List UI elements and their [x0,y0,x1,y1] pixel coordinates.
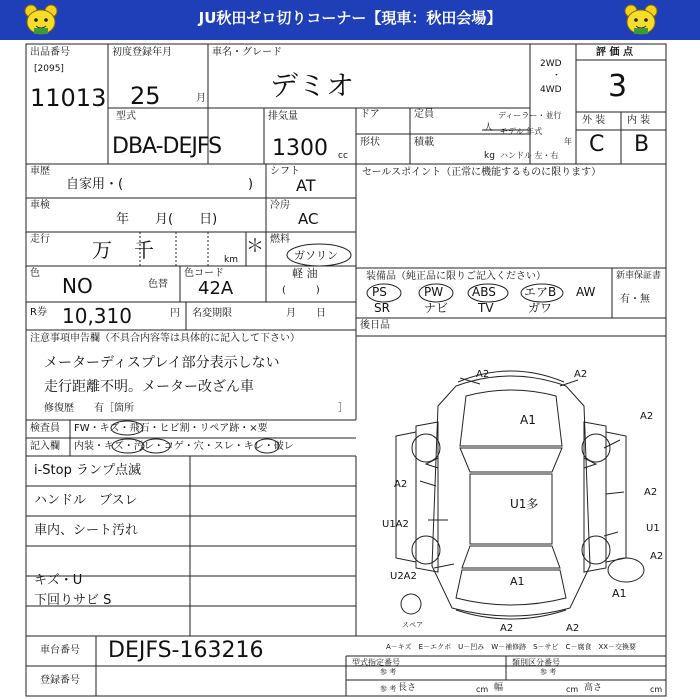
fuel-light-oil: 軽 油 [292,267,318,280]
mark-a2-front-right: A2 [574,369,588,380]
mark-a1-rear-right: A1 [612,587,627,600]
handle-side: ハンドル 左・右 [500,151,559,160]
first-reg-label: 初度登録年月 [112,47,172,58]
notes-line-1: メーターディスプレイ部分表示しない [44,355,280,371]
mileage-sen: 千 [134,238,154,262]
damage-legend: A－キズ E－エクボ U－凹み W－補修跡 S－サビ C－腐食 XX－交換要 [386,643,637,651]
equip-navi: ナビ [424,301,449,315]
repair-label: 修復歴 有［箇所 [44,403,134,414]
dealer-parallel: ディーラー・並行 [498,111,562,120]
notes-line-2: 走行距離不明。メーター改ざん車 [44,379,254,395]
mark-a2-right-mid: A2 [644,487,658,498]
shift-label: シフト [270,166,300,177]
width-unit: cm [566,685,579,694]
equip-abs: ABS [472,285,496,299]
name-change-value: 月 日 [286,308,326,319]
equip-aw: AW [576,285,596,299]
equip-selected-circles [360,282,600,316]
usage-value: 自家用・( [66,177,124,192]
equip-gawa: ガワ [528,301,553,315]
drive-4wd: 4WD [540,85,562,95]
first-reg-year: 25 [130,82,161,110]
displacement-label: 排気量 [268,111,298,122]
capacity-unit: 人 [484,123,494,133]
mark-a2-rear-right: A2 [566,623,580,634]
equip-pw: PW [424,285,444,299]
mark-a1-rear: A1 [510,575,525,588]
check-row2-label: 記入欄 [30,441,60,452]
color-change-label: 色替 [148,279,168,290]
mileage-label: 走行 [30,234,50,245]
lot-number: 11013 [30,84,107,112]
inspection-value: 年 月( 日) [116,212,218,227]
color-code-label: 色コード [184,268,224,279]
mark-u1-roof: U1多 [510,497,539,511]
usage-label: 車歴 [30,166,50,177]
mileage-unit: km [224,255,238,265]
mark-a1-hood: A1 [520,413,536,427]
check-row1-items: FW・キズ・飛石・ヒビ割・リペア跡・×要 [74,423,268,434]
length-label: 長さ [398,683,417,693]
repair-close: ］ [338,403,348,414]
check-selected-circles [70,420,360,456]
color-value: NO [62,274,93,298]
recycle-label: R券 [30,307,47,318]
load-label: 積載 [414,137,434,148]
fuel-selected-circle [284,242,354,268]
fuel-gas: ガソリン [294,249,338,262]
drive-dot: ・ [552,71,562,81]
remark-5: 下回りサビ S [34,593,112,608]
ac-label: 冷房 [270,200,290,211]
model-value: DBA-DEJFS [112,134,222,159]
rear-seat-label: 後日品 [360,320,390,331]
lot-sub: [2095] [34,64,64,74]
color-code-value: 42A [198,278,234,299]
usage-close: ) [248,177,254,192]
mark-a2-rear-left: A2 [500,623,514,634]
chassis-value: DEJFS-163216 [108,638,264,663]
remark-2: ハンドル ブスレ [34,493,138,508]
mark-u2a2-left: U2A2 [390,571,417,582]
ac-value: AC [298,210,319,228]
height-label: 高さ [584,683,603,693]
model-year: モデル 年式 [500,127,543,136]
mark-a2-left-mid: A2 [394,479,408,490]
equip-ps: PS [372,285,387,299]
recycle-unit: 円 [170,308,180,319]
type-designation-label: 型式指定番号 [352,658,400,667]
year-unit: 年 [564,137,572,146]
ext-grade: C [589,132,605,157]
remark-3: 車内、シート汚れ [34,523,139,538]
registration-label: 登録番号 [40,675,80,686]
new-warranty-value: 有・無 [620,294,650,305]
ext-label: 外 装 [582,115,606,126]
mark-u1a2-left: U1A2 [382,519,409,530]
capacity-label: 定員 [414,109,434,120]
mileage-star: ＊ [246,236,264,257]
chassis-label: 車台番号 [40,645,80,656]
equip-airbag: エアB [524,285,557,299]
notes-label: 注意事項申告欄（不具合内容等は具体的に記入して下さい） [30,333,300,344]
height-unit: cm [650,685,663,694]
recycle-value: 10,310 [62,304,132,328]
door-label: ドア [360,109,380,120]
displacement-unit: cc [338,151,348,161]
category-number-label: 類別区分番号 [512,658,560,667]
mileage-man: 万 [92,238,112,262]
score-label: 評 価 点 [596,47,633,58]
mark-u1-right: U1 [646,523,660,534]
load-unit: kg [484,151,495,161]
reference-label-3: 参 考 [380,685,397,693]
width-label: 幅 [494,683,504,693]
spare-label: スペア [402,621,423,629]
model-label: 型式 [116,111,136,122]
check-row1-label: 検査員 [30,423,60,434]
int-grade: B [634,132,650,157]
car-name: デミオ [270,69,355,102]
drive-2wd: 2WD [540,59,562,69]
car-name-label: 車名・グレード [212,47,282,58]
reference-label-1: 参 考 [380,668,397,676]
remark-4: キズ・U [34,573,83,588]
page-title: JU秋田ゼロ切りコーナー【現車：秋田会場】 [198,9,502,27]
mark-a2-right-rear: A2 [650,551,664,562]
sales-point-label: セールスポイント（正常に機能するものに限ります） [362,167,602,178]
length-unit: cm [476,685,489,694]
mark-a2-front-left: A2 [476,369,490,380]
color-label: 色 [30,268,40,279]
fuel-paren: ( ) [282,285,320,296]
displacement-value: 1300 [272,136,328,161]
reference-label-2: 参 考 [540,668,557,676]
lot-label: 出品番号 [30,47,70,58]
equip-tv: TV [478,301,494,315]
fuel-label: 燃料 [270,234,290,245]
score-value: 3 [608,69,628,104]
equip-label: 装備品（純正品に限りご記入ください） [366,271,546,282]
int-label: 内 装 [627,115,651,126]
name-change-label: 名変期限 [192,308,232,319]
inspection-label: 車検 [30,200,50,211]
shift-value: AT [296,176,316,195]
mark-a2-right-front: A2 [640,411,654,422]
shape-label: 形状 [360,137,380,148]
remark-1: i-Stop ランプ点滅 [34,463,141,478]
new-warranty-label: 新車保証書 [616,271,662,281]
check-row2-items: 内装・キズ・汚レ・コゲ・穴・スレ・キレ・破レ [74,441,294,452]
equip-sr: SR [374,301,390,315]
first-reg-month-unit: 月 [196,93,206,104]
